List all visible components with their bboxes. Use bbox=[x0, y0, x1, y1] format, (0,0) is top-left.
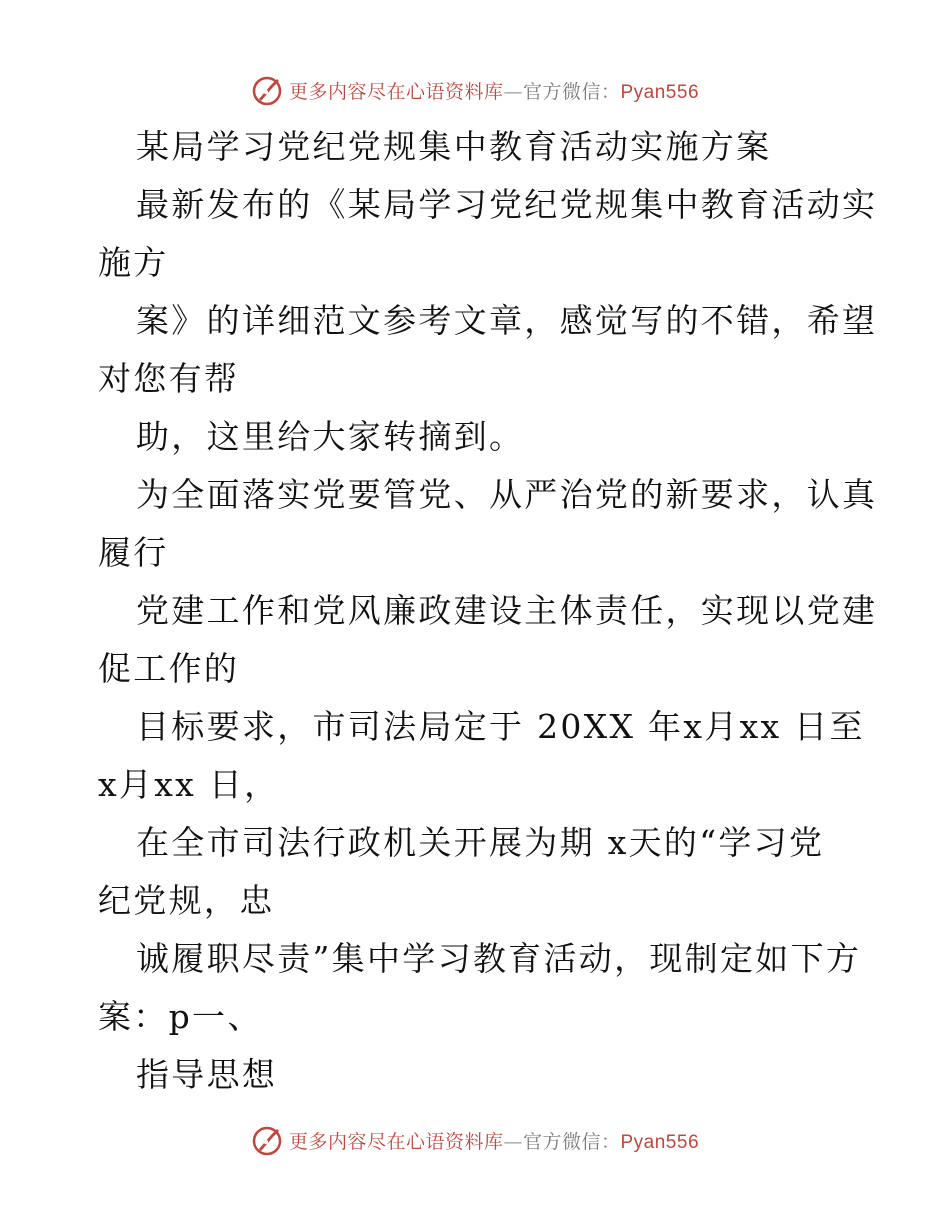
doc-line: 促工作的 bbox=[98, 649, 240, 688]
doc-title: 某局学习党纪党规集中教育活动实施方案 bbox=[136, 127, 772, 166]
pen-logo-icon bbox=[251, 73, 285, 107]
document-body bbox=[98, 118, 878, 1104]
doc-section-heading: 指导思想 bbox=[136, 1055, 278, 1094]
doc-line: x月xx 日， bbox=[98, 765, 280, 804]
footer-watermark bbox=[0, 1120, 950, 1160]
doc-line: 诚履职尽责”集中学习教育活动，现制定如下方 bbox=[136, 939, 862, 978]
doc-line: 施方 bbox=[98, 243, 169, 282]
doc-line: 案》的详细范文参考文章，感觉写的不错，希望 bbox=[136, 301, 878, 340]
doc-line: 为全面落实党要管党、从严治党的新要求，认真 bbox=[136, 475, 878, 514]
header-watermark bbox=[0, 70, 950, 110]
doc-line: 履行 bbox=[98, 533, 169, 572]
pen-logo-icon bbox=[251, 1123, 285, 1157]
doc-line: 目标要求，市司法局定于 20XX 年x月xx 日至 bbox=[136, 707, 865, 746]
watermark-text: 更多内容尽在心语资料库—官方微信：Pyan556 bbox=[288, 80, 700, 103]
doc-line: 党建工作和党风廉政建设主体责任，实现以党建 bbox=[136, 591, 878, 630]
doc-line: 对您有帮 bbox=[98, 359, 240, 398]
doc-line: 助，这里给大家转摘到。 bbox=[136, 417, 525, 456]
watermark-text: 更多内容尽在心语资料库—官方微信：Pyan556 bbox=[288, 1130, 700, 1153]
doc-line: 在全市司法行政机关开展为期 x天的“学习党 bbox=[136, 823, 825, 862]
doc-line: 最新发布的《某局学习党纪党规集中教育活动实 bbox=[136, 185, 878, 224]
doc-line: 纪党规，忠 bbox=[98, 881, 275, 920]
doc-line: 案：p一、 bbox=[98, 997, 263, 1036]
